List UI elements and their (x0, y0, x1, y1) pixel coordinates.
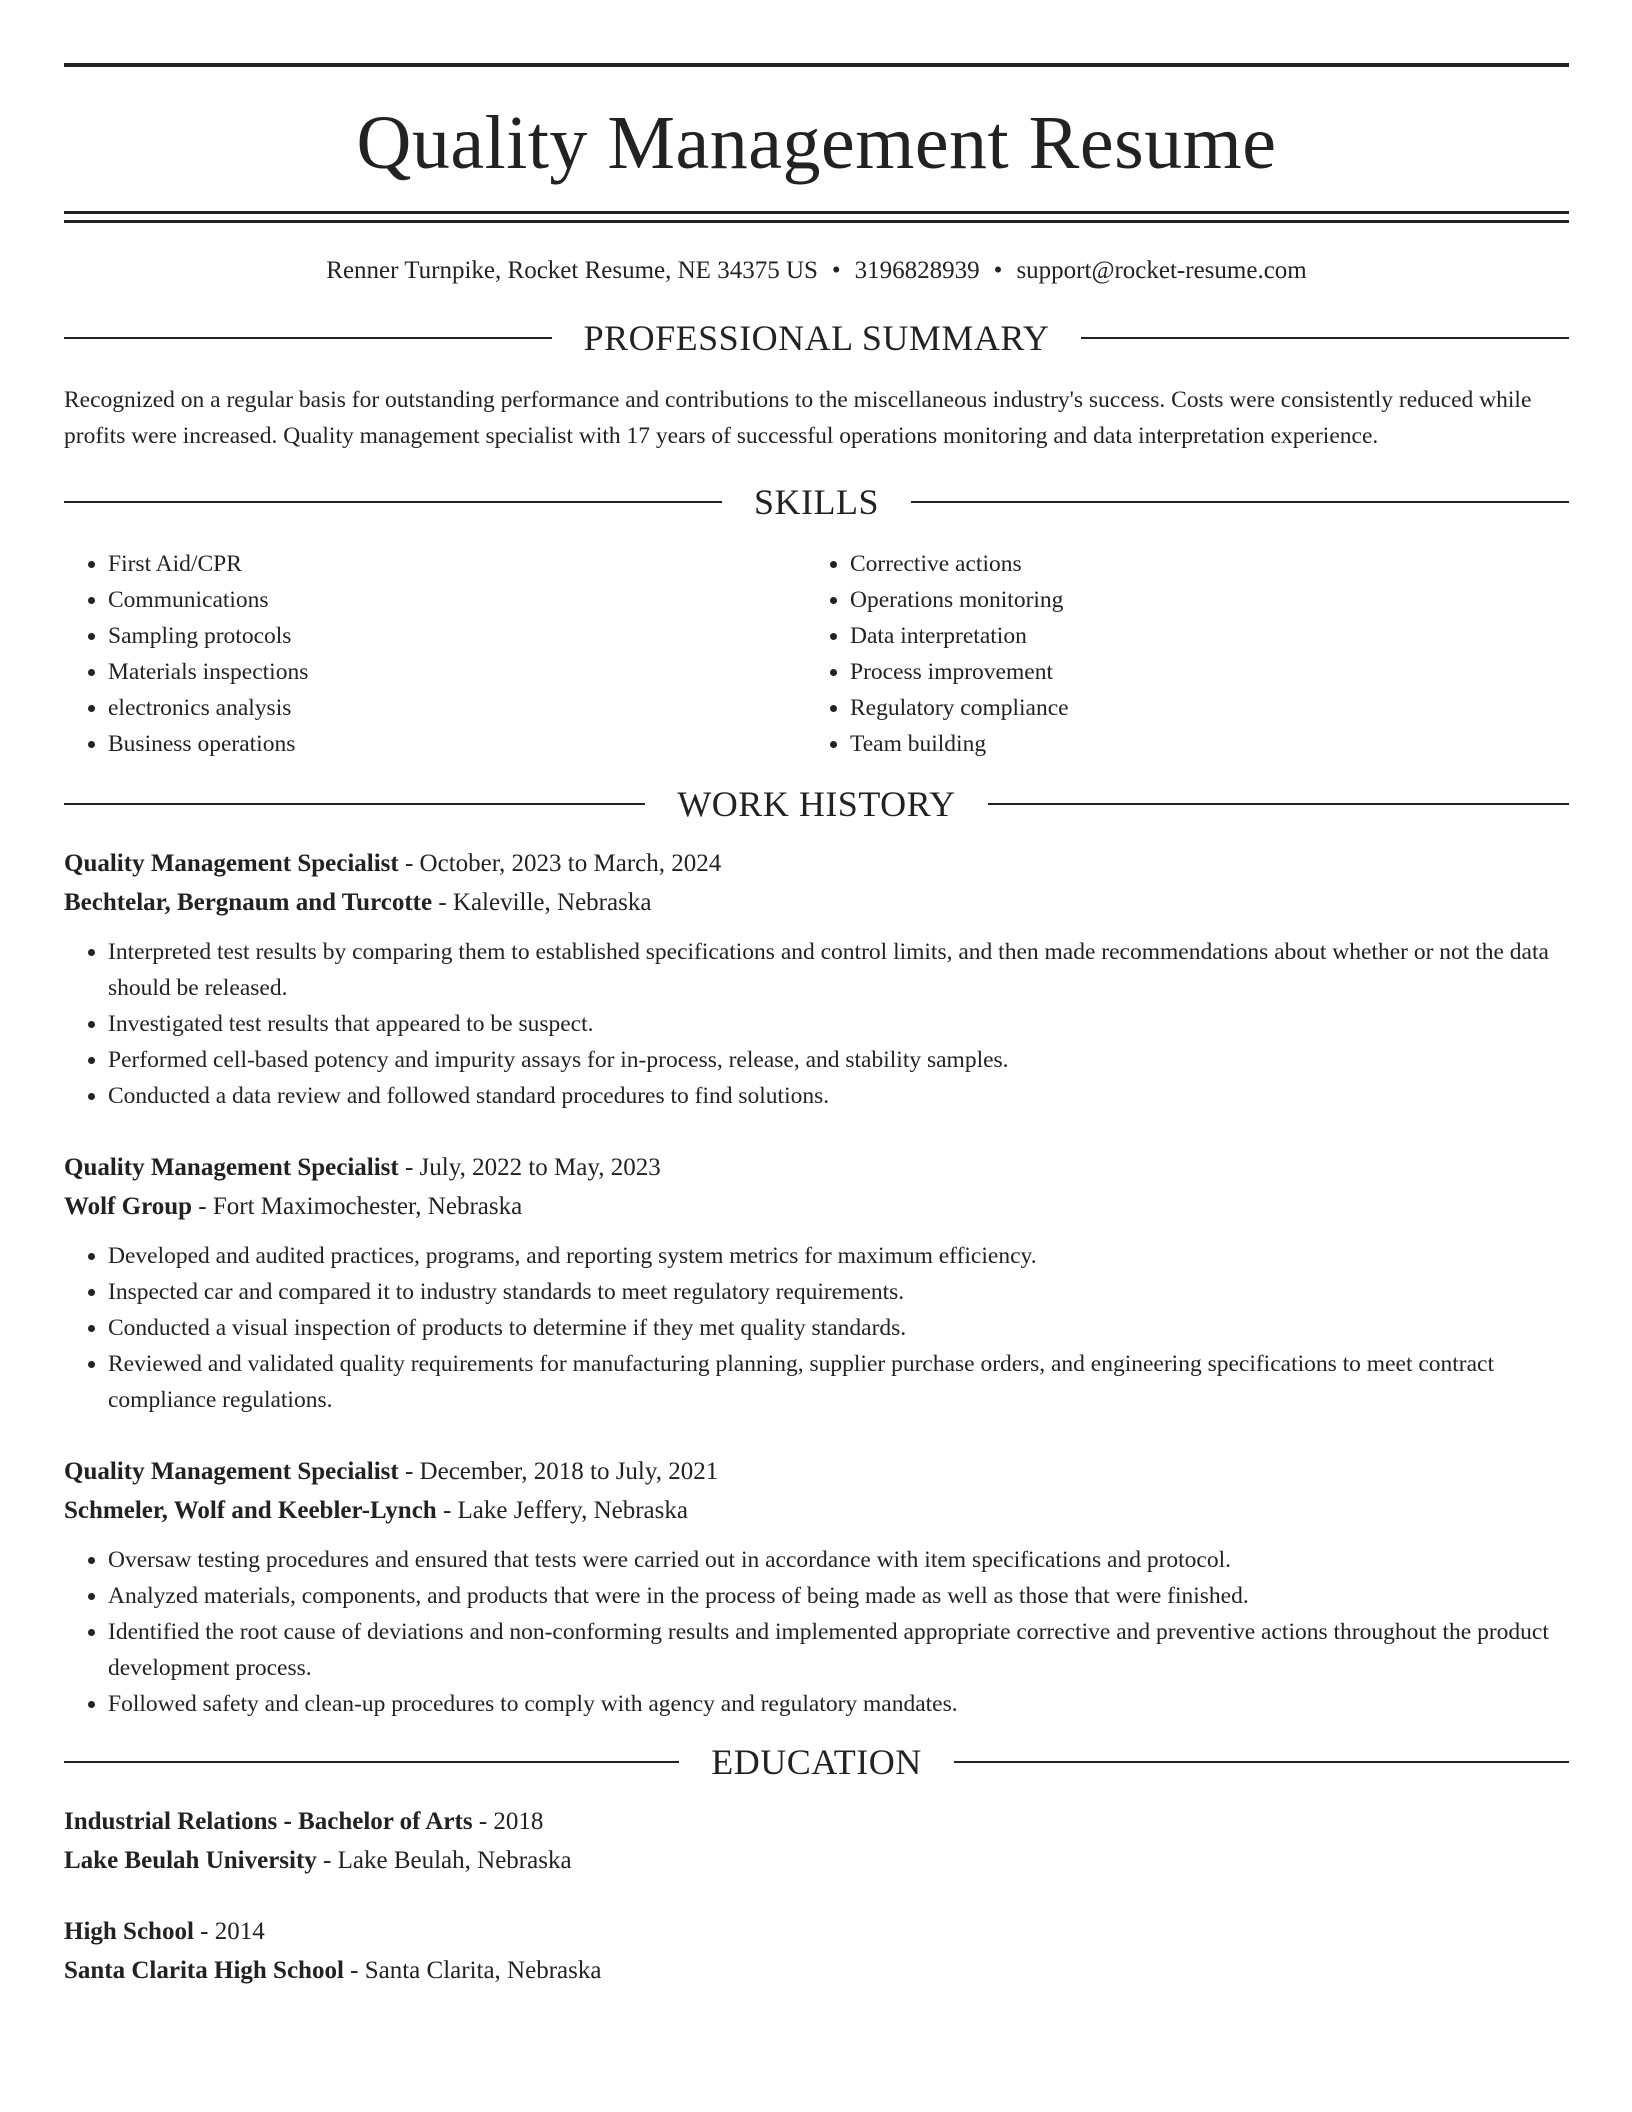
education-entry (64, 1912, 1569, 1990)
contact-separator: • (993, 257, 1003, 284)
job-title-line (64, 844, 1569, 883)
heading-rule-right (954, 1761, 1569, 1763)
education-heading (64, 1744, 1569, 1780)
contact-phone: 3196828939 (854, 257, 980, 284)
job-location: - Lake Jeffery, Nebraska (436, 1497, 688, 1524)
skill-item: • Regulatory compliance (850, 690, 1569, 726)
skills-column-right (806, 546, 1569, 762)
contact-separator: • (831, 257, 841, 284)
education-entry (64, 1802, 1569, 1880)
job-title: Quality Management Specialist (64, 1458, 399, 1485)
heading-rule-left (64, 1761, 679, 1763)
education-school: Lake Beulah University (64, 1847, 317, 1874)
education-school-line (64, 1841, 1569, 1880)
skills-list (64, 546, 1569, 762)
job-bullet: • Oversaw testing procedures and ensured that tests were carried out in accordance with item specifications and protocol. (108, 1542, 1569, 1578)
resume-page (64, 63, 1569, 1990)
job-dates: - July, 2022 to May, 2023 (398, 1154, 661, 1181)
skills-heading (64, 484, 1569, 520)
job-title: Quality Management Specialist (64, 1154, 399, 1181)
education-degree: High School (64, 1918, 194, 1945)
job-entry (64, 844, 1569, 1114)
job-bullet: • Inspected car and compared it to industry standards to meet regulatory requirements. (108, 1274, 1569, 1310)
job-bullet: • Analyzed materials, components, and products that were in the process of being made as well as those that were finished. (108, 1578, 1569, 1614)
education-year: - 2018 (472, 1808, 544, 1835)
job-title-line (64, 1148, 1569, 1187)
education-school-line (64, 1951, 1569, 1990)
job-entry (64, 1452, 1569, 1722)
education-degree: Industrial Relations - Bachelor of Arts (64, 1808, 473, 1835)
skill-item: • Team building (850, 726, 1569, 762)
job-bullet: • Conducted a visual inspection of products to determine if they met quality standards. (108, 1310, 1569, 1346)
job-dates: - October, 2023 to March, 2024 (398, 850, 722, 877)
education-degree-line (64, 1802, 1569, 1841)
work-heading-text: WORK HISTORY (677, 784, 956, 824)
job-company-line (64, 1491, 1569, 1530)
skills-column-left (64, 546, 806, 762)
job-bullet: • Interpreted test results by comparing them to established specifications and control limits, and then made recommendations about whether or not the data should be released. (108, 934, 1569, 1006)
job-company: Bechtelar, Bergnaum and Turcotte (64, 889, 433, 916)
skill-item: • First Aid/CPR (108, 546, 806, 582)
title-double-rule (64, 211, 1569, 223)
job-bullets (64, 934, 1569, 1114)
job-bullet: • Developed and audited practices, programs, and reporting system metrics for maximum efficiency. (108, 1238, 1569, 1274)
job-company: Schmeler, Wolf and Keebler-Lynch (64, 1497, 437, 1524)
job-location: - Kaleville, Nebraska (432, 889, 652, 916)
skill-item: • Materials inspections (108, 654, 806, 690)
contact-address: Renner Turnpike, Rocket Resume, NE 34375 US (326, 257, 818, 284)
job-company-line (64, 883, 1569, 922)
skill-item: • Communications (108, 582, 806, 618)
heading-rule-left (64, 501, 722, 503)
skill-item: • electronics analysis (108, 690, 806, 726)
skill-item: • Operations monitoring (850, 582, 1569, 618)
job-bullet: • Investigated test results that appeared to be suspect. (108, 1006, 1569, 1042)
heading-rule-right (911, 501, 1569, 503)
skill-item: • Business operations (108, 726, 806, 762)
skill-item: • Sampling protocols (108, 618, 806, 654)
resume-title: Quality Management Resume (356, 101, 1277, 185)
skill-item: • Corrective actions (850, 546, 1569, 582)
education-location: - Santa Clarita, Nebraska (343, 1957, 602, 1984)
job-bullets (64, 1542, 1569, 1722)
job-dates: - December, 2018 to July, 2021 (398, 1458, 719, 1485)
job-bullet: • Reviewed and validated quality requirements for manufacturing planning, supplier purchase orders, and engineering specifications to meet contract compliance regulations. (108, 1346, 1569, 1418)
education-location: - Lake Beulah, Nebraska (316, 1847, 572, 1874)
heading-rule-right (988, 803, 1569, 805)
summary-heading (64, 320, 1569, 356)
skill-item: • Data interpretation (850, 618, 1569, 654)
education-degree-line (64, 1912, 1569, 1951)
heading-rule-right (1081, 337, 1569, 339)
job-entry (64, 1148, 1569, 1418)
education-heading-text: EDUCATION (711, 1742, 922, 1782)
job-bullet: • Performed cell-based potency and impurity assays for in-process, release, and stability samples. (108, 1042, 1569, 1078)
job-location: - Fort Maximochester, Nebraska (192, 1193, 523, 1220)
job-company-line (64, 1187, 1569, 1226)
job-bullets (64, 1238, 1569, 1418)
summary-heading-text: PROFESSIONAL SUMMARY (583, 318, 1050, 358)
job-title-line (64, 1452, 1569, 1491)
contact-email: support@rocket-resume.com (1016, 257, 1307, 284)
education-school: Santa Clarita High School (64, 1957, 344, 1984)
job-bullet: • Identified the root cause of deviations and non-conforming results and implemented appropriate corrective and preventive actions throughout the product development process. (108, 1614, 1569, 1686)
job-bullet: • Followed safety and clean-up procedures to comply with agency and regulatory mandates. (108, 1686, 1569, 1722)
summary-text: Recognized on a regular basis for outstanding performance and contributions to the miscellaneous industry's success. Costs were consistently reduced while profits were increased. Quality management specialist with 17 years of successful operations monitoring and data interpretation experience. (64, 387, 1532, 449)
top-rule (64, 63, 1569, 67)
education-year: - 2014 (193, 1918, 265, 1945)
job-title: Quality Management Specialist (64, 850, 399, 877)
skills-heading-text: SKILLS (754, 482, 880, 522)
job-bullet: • Conducted a data review and followed standard procedures to find solutions. (108, 1078, 1569, 1114)
job-company: Wolf Group (64, 1193, 193, 1220)
heading-rule-left (64, 337, 552, 339)
skill-item: • Process improvement (850, 654, 1569, 690)
contact-line (64, 256, 1569, 286)
work-heading (64, 786, 1569, 822)
heading-rule-left (64, 803, 645, 805)
